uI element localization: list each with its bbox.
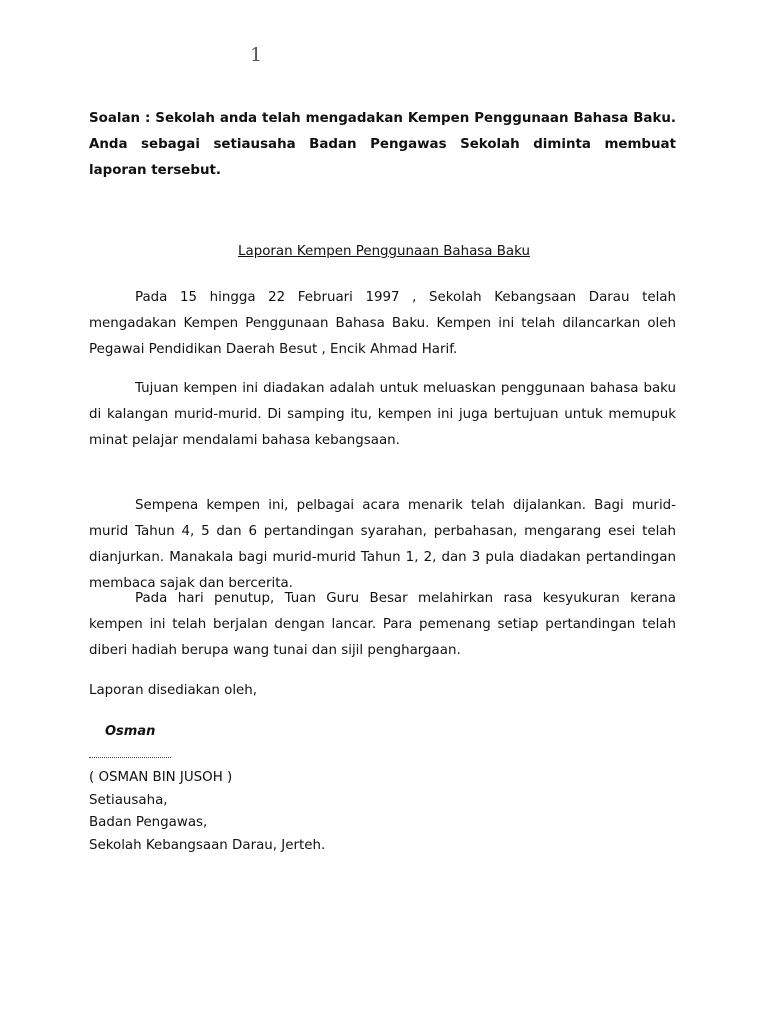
signatory-position: Setiausaha,	[89, 792, 168, 808]
prepared-by-text: Laporan disediakan oleh,	[89, 683, 258, 698]
page-number: 1	[250, 44, 263, 66]
report-paragraph: Tujuan kempen ini diadakan adalah untuk meluaskan penggunaan bahasa baku di kalangan murid-murid. Di samping itu, kempen ini juga bertujuan untuk memupuk minat pelajar mendalami bahasa kebangsaan.	[89, 381, 676, 448]
signature: Osman	[105, 724, 156, 739]
report-paragraph: Sempena kempen ini, pelbagai acara menarik telah dijalankan. Bagi murid-murid Tahun 4, 5 dan 6 pertandingan syarahan, perbahasan, mengarang esei telah dianjurkan. Manakala bagi murid-murid Tahun 1, 2, dan 3 pula diadakan pertandingan membaca sajak dan bercerita.	[89, 498, 676, 591]
signatory-name: ( OSMAN BIN JUSOH )	[89, 770, 233, 785]
signatory-block	[89, 767, 325, 857]
report-paragraph: Pada 15 hingga 22 Februari 1997 , Sekolah Kebangsaan Darau telah mengadakan Kempen Penggunaan Bahasa Baku. Kempen ini telah dilancarkan oleh Pegawai Pendidikan Daerah Besut , Encik Ahmad Harif.	[89, 290, 676, 357]
signatory-school: Sekolah Kebangsaan Darau, Jerteh.	[89, 837, 326, 853]
signatory-unit: Badan Pengawas,	[89, 815, 208, 830]
report-title: Laporan Kempen Penggunaan Bahasa Baku	[238, 244, 530, 259]
question-text: Soalan : Sekolah anda telah mengadakan Kempen Penggunaan Bahasa Baku. Anda sebagai setiausaha Badan Pengawas Sekolah diminta membuat laporan tersebut.	[89, 111, 676, 178]
report-paragraph: Pada hari penutup, Tuan Guru Besar melahirkan rasa kesyukuran kerana kempen ini telah berjalan dengan lancar. Para pemenang setiap pertandingan telah diberi hadiah berupa wang tunai dan sijil penghargaan.	[89, 591, 676, 658]
signature-line	[89, 757, 171, 758]
